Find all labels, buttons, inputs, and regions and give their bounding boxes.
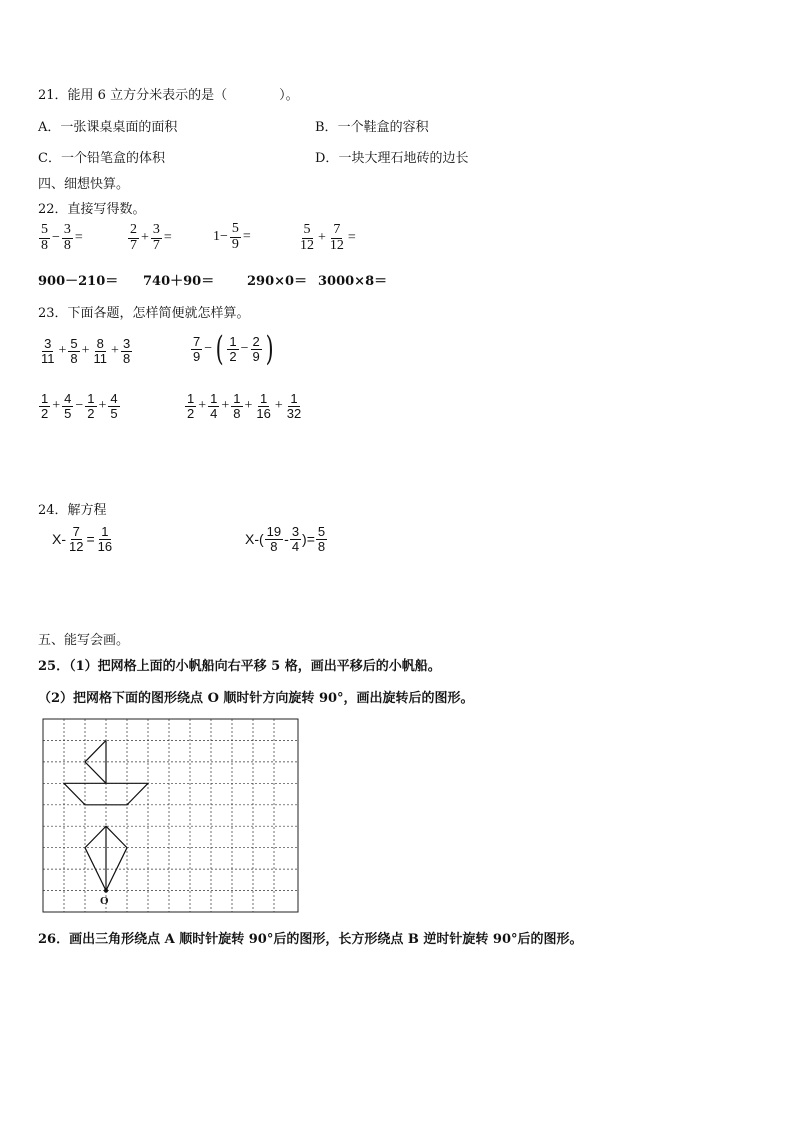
fraction: $\frac{7}{9}$	[193, 333, 201, 364]
grid-border	[43, 719, 298, 912]
fraction: $\frac{3}{8}$	[122, 336, 131, 366]
grid-lines	[43, 719, 298, 912]
section-5-heading: 五、能写会画。	[38, 633, 130, 648]
q23-expr-4: $\frac{1}{2}$ + $\frac{1}{4}$ + $\frac{1}{8}$ + $\frac{1}{16}$ + $\frac{1}{32}$	[187, 391, 302, 421]
fraction: $\frac{7}{12}$	[329, 222, 344, 253]
fraction: $\frac{4}{5}$	[110, 391, 118, 421]
option-letter: B．	[315, 120, 338, 135]
fraction: $\frac{3}{8}$	[63, 222, 71, 253]
grid-svg	[40, 716, 302, 916]
q25-part-1: 25．（1）把网格上面的小帆船向右平移 5 格，画出平移后的小帆船。	[38, 659, 441, 674]
q25-grid-figure	[40, 716, 302, 920]
q23-expr-3: $\frac{1}{2}$ + $\frac{4}{5}$ − $\frac{1}{2}$ + $\frac{4}{5}$	[41, 391, 118, 421]
fraction: $\frac{1}{4}$	[210, 391, 218, 421]
fraction: $\frac{5}{9}$	[231, 221, 239, 252]
fraction: $\frac{7}{12}$	[69, 524, 84, 554]
fraction: $\frac{2}{7}$	[130, 222, 137, 253]
kite-shape	[85, 826, 127, 890]
option-text: 一张课桌桌面的面积	[60, 120, 178, 135]
q23-expr-2: $\frac{7}{9}$ − ( $\frac{1}{2}$ − $\frac{2}{9}$ )	[193, 329, 274, 369]
q22-calc-3: 290×0＝	[247, 274, 308, 289]
q22-expr-2: $\frac{2}{7}$ + $\frac{3}{7}$ =	[130, 222, 172, 253]
fraction: $\frac{5}{8}$	[41, 222, 48, 253]
right-paren: )	[265, 329, 274, 369]
fraction: $\frac{1}{2}$	[229, 333, 237, 364]
q22-stem: 22．直接写得数。	[38, 202, 146, 217]
q24-stem: 24．解方程	[38, 503, 107, 518]
fraction: $\frac{1}{16}$	[256, 391, 271, 421]
left-paren: (	[215, 329, 224, 369]
q23-expr-1: $\frac{3}{11}$ + $\frac{5}{8}$ + $\frac{8}{11}$ + $\frac{3}{8}$	[41, 336, 131, 366]
section-4-heading: 四、细想快算。	[38, 177, 130, 192]
option-letter: A．	[38, 120, 61, 135]
fraction: $\frac{2}{9}$	[252, 333, 260, 364]
fraction: $\frac{3}{7}$	[152, 222, 160, 253]
option-letter: D．	[315, 151, 339, 166]
q22-calc-1: 900－210＝	[38, 274, 119, 289]
q24-equation-2: X-( $\frac{19}{8}$ - $\frac{3}{4}$ )= $\frac{5}{8}$	[245, 524, 326, 554]
option-text: 一块大理石地砖的边长	[338, 151, 469, 166]
q21-stem: 21．能用 6 立方分米表示的是（ ）。	[38, 88, 299, 103]
fraction: $\frac{1}{2}$	[187, 391, 195, 421]
fraction: $\frac{1}{8}$	[233, 391, 241, 421]
fraction: $\frac{1}{32}$	[286, 391, 302, 421]
point-o-dot	[104, 889, 108, 893]
fraction: $\frac{19}{8}$	[266, 524, 282, 554]
q22-calc-2: 740＋90＝	[143, 274, 215, 289]
fraction: $\frac{3}{4}$	[291, 524, 300, 554]
fraction: $\frac{1}{16}$	[97, 524, 113, 554]
q21-option-d	[315, 147, 468, 166]
q21-option-b	[315, 116, 429, 135]
fraction: $\frac{1}{2}$	[87, 391, 95, 421]
option-letter: C．	[38, 151, 61, 166]
fraction: $\frac{1}{2}$	[41, 391, 49, 421]
q21-option-c	[38, 147, 165, 166]
fraction: $\frac{8}{11}$	[93, 336, 108, 366]
q24-equation-1: X- $\frac{7}{12}$ = $\frac{1}{16}$	[52, 524, 113, 554]
fraction: $\frac{5}{8}$	[317, 524, 326, 554]
q25-part-2: （2）把网格下面的图形绕点 O 顺时针方向旋转 90°，画出旋转后的图形。	[38, 691, 474, 706]
q22-expr-4: $\frac{5}{12}$ + $\frac{7}{12}$ =	[300, 222, 356, 253]
q22-expr-3: 1− $\frac{5}{9}$ =	[213, 221, 251, 252]
q26-stem: 26．画出三角形绕点 A 顺时针旋转 90°后的图形，长方形绕点 B 逆时针旋转 90°后的图形。	[38, 932, 583, 947]
fraction: $\frac{3}{11}$	[41, 336, 55, 366]
q22-expr-1: $\frac{5}{8}$ − $\frac{3}{8}$ =	[41, 222, 83, 253]
q22-calc-4: 3000×8＝	[318, 274, 388, 289]
fraction: $\frac{4}{5}$	[64, 391, 72, 421]
option-text: 一个鞋盒的容积	[337, 120, 429, 135]
q23-stem: 23．下面各题，怎样简便就怎样算。	[38, 306, 250, 321]
point-o-label: O	[100, 895, 109, 907]
fraction: $\frac{5}{8}$	[70, 336, 78, 366]
q21-option-a	[38, 116, 177, 135]
fraction: $\frac{5}{12}$	[300, 222, 314, 253]
option-text: 一个铅笔盒的体积	[60, 151, 165, 166]
